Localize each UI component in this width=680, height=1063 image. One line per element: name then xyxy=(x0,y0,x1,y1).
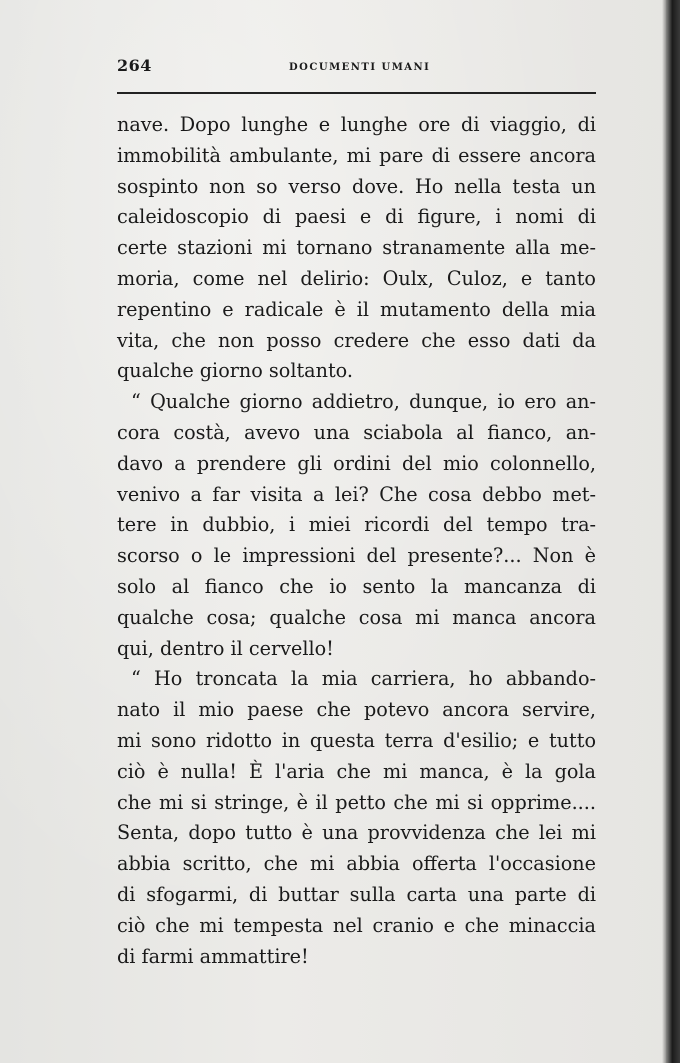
text-line: caleidoscopio di paesi e di figure, i nomi di xyxy=(117,205,596,229)
text-line: sospinto non so verso dove. Ho nella testa un xyxy=(117,174,596,198)
text-line: tere in dubbio, i miei ricordi del tempo tra- xyxy=(117,513,596,537)
text-line: “ Qualche giorno addietro, dunque, io ero an- xyxy=(131,390,596,414)
text-line: qualche cosa; qualche cosa mi manca ancora xyxy=(117,605,596,629)
text-line: di farmi ammattire! xyxy=(117,944,309,968)
text-line: venivo a far visita a lei? Che cosa debbo met- xyxy=(117,482,596,506)
text-line: di sfogarmi, di buttar sulla carta una parte di xyxy=(117,882,596,906)
header-rule xyxy=(117,92,596,94)
text-line: repentino e radicale è il mutamento della mia xyxy=(117,297,596,321)
text-line: ciò che mi tempesta nel cranio e che minaccia xyxy=(117,913,596,937)
text-line: qualche giorno soltanto. xyxy=(117,359,353,383)
text-line: ciò è nulla! È l'aria che mi manca, è la gola xyxy=(117,759,596,783)
text-line: qui, dentro il cervello! xyxy=(117,636,334,660)
text-line: cora costà, avevo una sciabola al fianco, an- xyxy=(117,420,596,444)
text-line: immobilità ambulante, mi pare di essere ancora xyxy=(117,143,596,167)
text-line: nave. Dopo lunghe e lunghe ore di viaggio, di xyxy=(117,113,596,136)
text-line: nato il mio paese che potevo ancora servire, xyxy=(117,698,596,722)
text-line: mi sono ridotto in questa terra d'esilio; e tutto xyxy=(117,728,596,752)
paragraph-2 xyxy=(117,387,596,664)
text-line: abbia scritto, che mi abbia offerta l'occasione xyxy=(117,852,596,876)
paragraph-1 xyxy=(117,110,596,387)
page-number: 264 xyxy=(117,56,152,75)
text-line: che mi si stringe, è il petto che mi si opprime.... xyxy=(117,790,596,814)
text-line: davo a prendere gli ordini del mio colonnello, xyxy=(117,451,596,475)
text-line: moria, come nel delirio: Oulx, Culoz, e tanto xyxy=(117,266,596,290)
paragraph-3 xyxy=(117,664,596,972)
text-line: “ Ho troncata la mia carriera, ho abbando- xyxy=(131,667,596,691)
text-line: solo al fianco che io sento la mancanza di xyxy=(117,574,596,598)
text-line: vita, che non posso credere che esso dati da xyxy=(117,328,596,352)
text-line: Senta, dopo tutto è una provvidenza che lei mi xyxy=(117,821,596,845)
page-header xyxy=(117,54,597,82)
text-line: scorso o le impressioni del presente?... Non è xyxy=(117,544,596,568)
book-spine xyxy=(666,0,680,1063)
body-text xyxy=(117,110,596,972)
text-line: certe stazioni mi tornano stranamente alla me- xyxy=(117,236,596,260)
running-title: DOCUMENTI UMANI xyxy=(289,62,431,73)
